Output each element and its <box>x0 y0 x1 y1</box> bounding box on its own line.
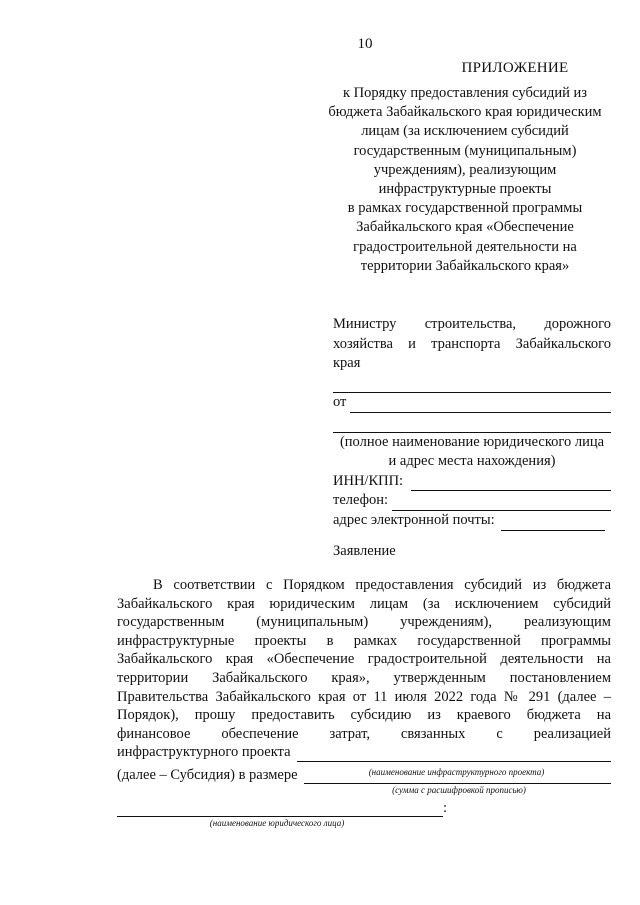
from-row <box>333 393 611 413</box>
appendix-title: ПРИЛОЖЕНИЕ <box>461 60 569 76</box>
addressee-line: хозяйства и транспорта Забайкальского <box>333 335 611 352</box>
addressee-line: Министру строительства, дорожного <box>333 316 611 332</box>
appendix-line: лицам (за исключением субсидий <box>361 123 569 140</box>
appendix-reference <box>300 84 630 276</box>
entity-field[interactable] <box>117 803 443 817</box>
body-line: Правительства Забайкальского края от 11 июля 2022 года № 291 (далее – <box>117 688 611 705</box>
body-line: Порядок), прошу предоставить субсидию из краевого бюджета на <box>117 707 611 724</box>
phone-row <box>333 491 611 511</box>
body-line: финансовое обеспечение затрат, связанных с реализацией <box>117 725 611 742</box>
document-heading: Заявление <box>333 543 396 559</box>
from-field[interactable] <box>350 399 611 413</box>
entity-note: и адрес места нахождения) <box>388 453 556 470</box>
entity-row-wrap <box>117 800 447 828</box>
entity-colon: : <box>442 800 447 816</box>
body-line: Забайкальского края «Обеспечение градостроительной деятельности на <box>117 651 611 668</box>
appendix-line: территории Забайкальского края» <box>360 257 570 274</box>
subsidy-row-wrap <box>117 767 611 795</box>
project-field[interactable] <box>297 748 611 762</box>
email-row <box>333 511 611 531</box>
body-line: В соответствии с Порядком предоставления субсидий из бюджета <box>153 577 611 593</box>
from-label: от <box>333 394 347 411</box>
email-label: адрес электронной почты: <box>333 511 495 528</box>
subsidy-row <box>117 767 611 784</box>
blank-line[interactable] <box>333 379 611 393</box>
project-row <box>117 743 611 762</box>
entity-note: (полное наименование юридического лица <box>339 433 605 450</box>
page-number: 10 <box>357 36 373 52</box>
project-field-wrap <box>297 748 611 762</box>
body-line: территории Забайкальского края», утвержденным постановлением <box>117 669 611 686</box>
appendix-line: в рамках государственной программы <box>347 200 583 217</box>
project-label: инфраструктурного проекта <box>117 744 291 761</box>
entity-caption: (наименование юридического лица) <box>209 818 345 828</box>
application-body <box>117 576 611 782</box>
inn-label: ИНН/КПП: <box>333 472 404 489</box>
appendix-line: к Порядку предоставления субсидий из <box>342 85 588 101</box>
blank-line-row <box>333 413 611 433</box>
amount-field[interactable] <box>304 770 611 784</box>
inn-field[interactable] <box>411 477 611 491</box>
body-line: государственным (муниципальным) учреждениям), реализующим <box>117 614 611 631</box>
blank-line[interactable] <box>333 419 611 433</box>
appendix-line: Забайкальского края «Обеспечение <box>356 219 574 236</box>
phone-field[interactable] <box>392 497 611 511</box>
subsidy-label: (далее – Субсидия) в размере <box>117 767 298 783</box>
phone-label: телефон: <box>333 492 389 509</box>
amount-caption: (сумма с расшифровкой прописью) <box>392 785 526 795</box>
appendix-line: бюджета Забайкальского края юридическим <box>328 104 602 121</box>
appendix-line: учреждениям), реализующим <box>373 161 557 178</box>
addressee-block <box>333 315 611 531</box>
appendix-line: градостроительной деятельности на <box>353 238 577 255</box>
body-line: инфраструктурные проекты в рамках государственной программы <box>117 632 611 649</box>
email-field[interactable] <box>501 517 605 531</box>
appendix-line: государственным (муниципальным) <box>353 142 577 159</box>
body-line: Забайкальского края юридическим лицам (за исключением субсидий <box>117 595 611 612</box>
addressee-line: края <box>333 355 361 372</box>
project-caption: (наименование инфраструктурного проекта) <box>368 766 545 777</box>
entity-row <box>117 800 447 817</box>
inn-row <box>333 472 611 492</box>
blank-line-row <box>333 374 611 394</box>
appendix-line: инфраструктурные проекты <box>378 181 552 198</box>
